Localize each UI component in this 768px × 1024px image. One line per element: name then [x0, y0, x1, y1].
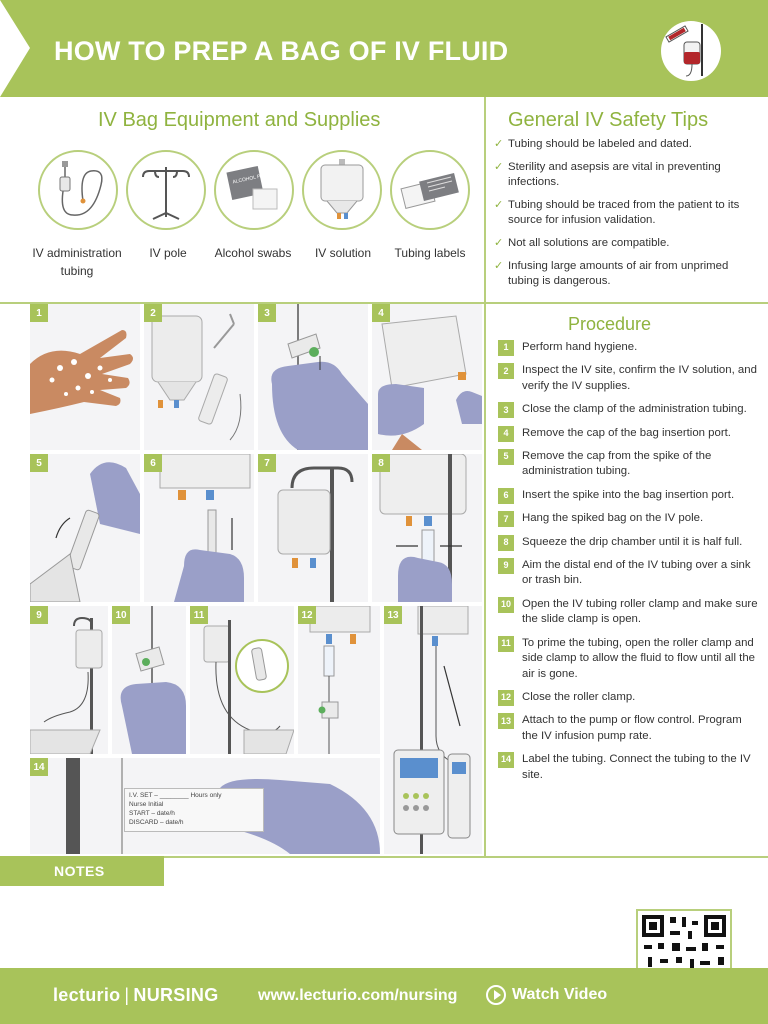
chevron-decoration — [0, 0, 30, 97]
sink-tubing-icon — [30, 606, 108, 754]
check-icon: ✓ — [494, 199, 504, 211]
close-clamp-icon — [298, 606, 380, 754]
iv-bag-icon — [307, 155, 377, 225]
iv-pole-icon — [131, 155, 201, 225]
procedure-step: 5 Remove the cap from the spike of the administration tubing. — [498, 449, 758, 480]
safety-tip: ✓ Not all solutions are compatible. — [494, 237, 670, 249]
procedure-step: 8 Squeeze the drip chamber until it is half full. — [498, 535, 758, 550]
label-line: I.V. SET – ________ Hours only — [129, 792, 222, 799]
brand-section: NURSING — [133, 985, 219, 1005]
divider — [484, 97, 486, 302]
procedure-step: 9 Aim the distal end of the IV tubing over a sink or trash bin. — [498, 558, 758, 589]
page-title: HOW TO PREP A BAG OF IV FLUID — [54, 36, 509, 66]
procedure-panel-10: 10 — [112, 606, 186, 754]
procedure-panel-7: 7 — [258, 454, 368, 602]
bag-port-cap-icon — [372, 304, 482, 450]
iv-bag-icon — [144, 304, 254, 450]
play-icon — [486, 985, 506, 1005]
iv-bag-syringe-icon — [660, 18, 722, 82]
supply-tubing-labels — [390, 150, 474, 230]
procedure-panel-8: 8 — [372, 454, 482, 602]
supply-label-tubing-labels: Tubing labels — [394, 246, 466, 260]
procedure-panel-9: 9 — [30, 606, 108, 754]
brand-separator: | — [124, 985, 130, 1005]
supply-iv-solution — [302, 150, 386, 230]
supply-iv-tubing — [38, 150, 122, 230]
procedure-title: Procedure — [568, 314, 652, 334]
safety-title: General IV Safety Tips — [508, 109, 709, 131]
alcohol-swab-icon — [219, 155, 289, 225]
check-icon: ✓ — [494, 138, 504, 150]
procedure-step: 14 Label the tubing. Connect the tubing to the IV site. — [498, 752, 758, 783]
procedure-step: 7 Hang the spiked bag on the IV pole. — [498, 511, 758, 526]
check-icon: ✓ — [494, 161, 504, 173]
procedure-step: 12 Close the roller clamp. — [498, 690, 758, 705]
safety-tips-list — [494, 137, 754, 297]
svg-text:ALCOHOL PAD: ALCOHOL PAD — [232, 172, 268, 186]
drip-chamber-icon — [372, 454, 482, 602]
procedure-panel-3: 3 — [258, 304, 368, 450]
procedure-steps — [498, 340, 758, 783]
tubing-label-card — [124, 788, 264, 832]
hang-bag-icon — [258, 454, 368, 602]
safety-tip: ✓ Tubing should be traced from the patient to its source for infusion validation. — [494, 199, 740, 226]
safety-tip: ✓ Infusing large amounts of air from unprimed tubing is dangerous. — [494, 260, 729, 287]
safety-tip: ✓ Tubing should be labeled and dated. — [494, 138, 692, 150]
hand-washing-icon — [30, 304, 140, 450]
supply-label-iv-pole: IV pole — [149, 246, 187, 260]
roller-clamp-icon — [112, 606, 186, 754]
procedure-panel-4: 4 — [372, 304, 482, 450]
supply-label-alcohol-swabs: Alcohol swabs — [214, 246, 292, 260]
procedure-panel-11: 11 — [190, 606, 294, 754]
procedure-step: 2 Inspect the IV site, confirm the IV solution, and verify the IV supplies. — [498, 363, 758, 394]
iv-tubing-icon — [43, 155, 113, 225]
procedure-panel-13: 13 — [384, 606, 482, 854]
watch-video-label: Watch Video — [512, 986, 608, 1003]
brand-name: lecturio — [53, 985, 121, 1005]
divider — [484, 302, 486, 856]
notes-label: NOTES — [0, 856, 164, 886]
safety-tip: ✓ Sterility and asepsis are vital in preventing infections. — [494, 161, 721, 188]
supply-iv-pole — [126, 150, 210, 230]
insert-spike-icon — [144, 454, 254, 602]
divider — [164, 856, 768, 858]
footer-bar — [0, 968, 768, 1024]
header-banner — [0, 0, 768, 97]
supply-alcohol-swabs — [214, 150, 298, 230]
website-link[interactable]: www.lecturio.com/nursing — [258, 987, 458, 1004]
procedure-step: 13 Attach to the pump or flow control. Program the IV infusion pump rate. — [498, 713, 758, 744]
supply-label-iv-tubing: IV administration tubing — [32, 246, 122, 278]
procedure-panel-14: 14 I.V. SET – ________ Hours only Nurse Initial START – date/h DISCARD – date/h — [30, 758, 380, 854]
procedure-step: 1 Perform hand hygiene. — [498, 340, 758, 355]
procedure-panel-12: 12 — [298, 606, 380, 754]
supply-label-iv-solution: IV solution — [314, 246, 372, 260]
procedure-panel-2: 2 — [144, 304, 254, 450]
procedure-step: 6 Insert the spike into the bag insertion port. — [498, 488, 758, 503]
label-line: START – date/h — [129, 810, 175, 817]
check-icon: ✓ — [494, 237, 504, 249]
procedure-step: 10 Open the IV tubing roller clamp and make sure the slide clamp is open. — [498, 597, 758, 628]
brand-logo[interactable] — [53, 985, 219, 1006]
procedure-panel-1: 1 — [30, 304, 140, 450]
procedure-panel-6: 6 — [144, 454, 254, 602]
procedure-panel-5: 5 — [30, 454, 140, 602]
check-icon: ✓ — [494, 260, 504, 272]
label-line: Nurse Initial — [129, 801, 164, 808]
equipment-title: IV Bag Equipment and Supplies — [98, 109, 381, 131]
procedure-step: 11 To prime the tubing, open the roller clamp and side clamp to allow the fluid to flow until all the air is gone. — [498, 636, 758, 682]
procedure-step: 3 Close the clamp of the administration tubing. — [498, 402, 758, 417]
procedure-step: 4 Remove the cap of the bag insertion port. — [498, 426, 758, 441]
label-line: DISCARD – date/h — [129, 819, 184, 826]
prime-tubing-icon — [190, 606, 294, 754]
spike-cap-icon — [30, 454, 140, 602]
gloved-hand-clamp-icon — [258, 304, 368, 450]
watch-video-button[interactable] — [486, 985, 607, 1005]
tubing-label-icon — [395, 155, 465, 225]
infusion-pump-icon — [384, 606, 482, 854]
